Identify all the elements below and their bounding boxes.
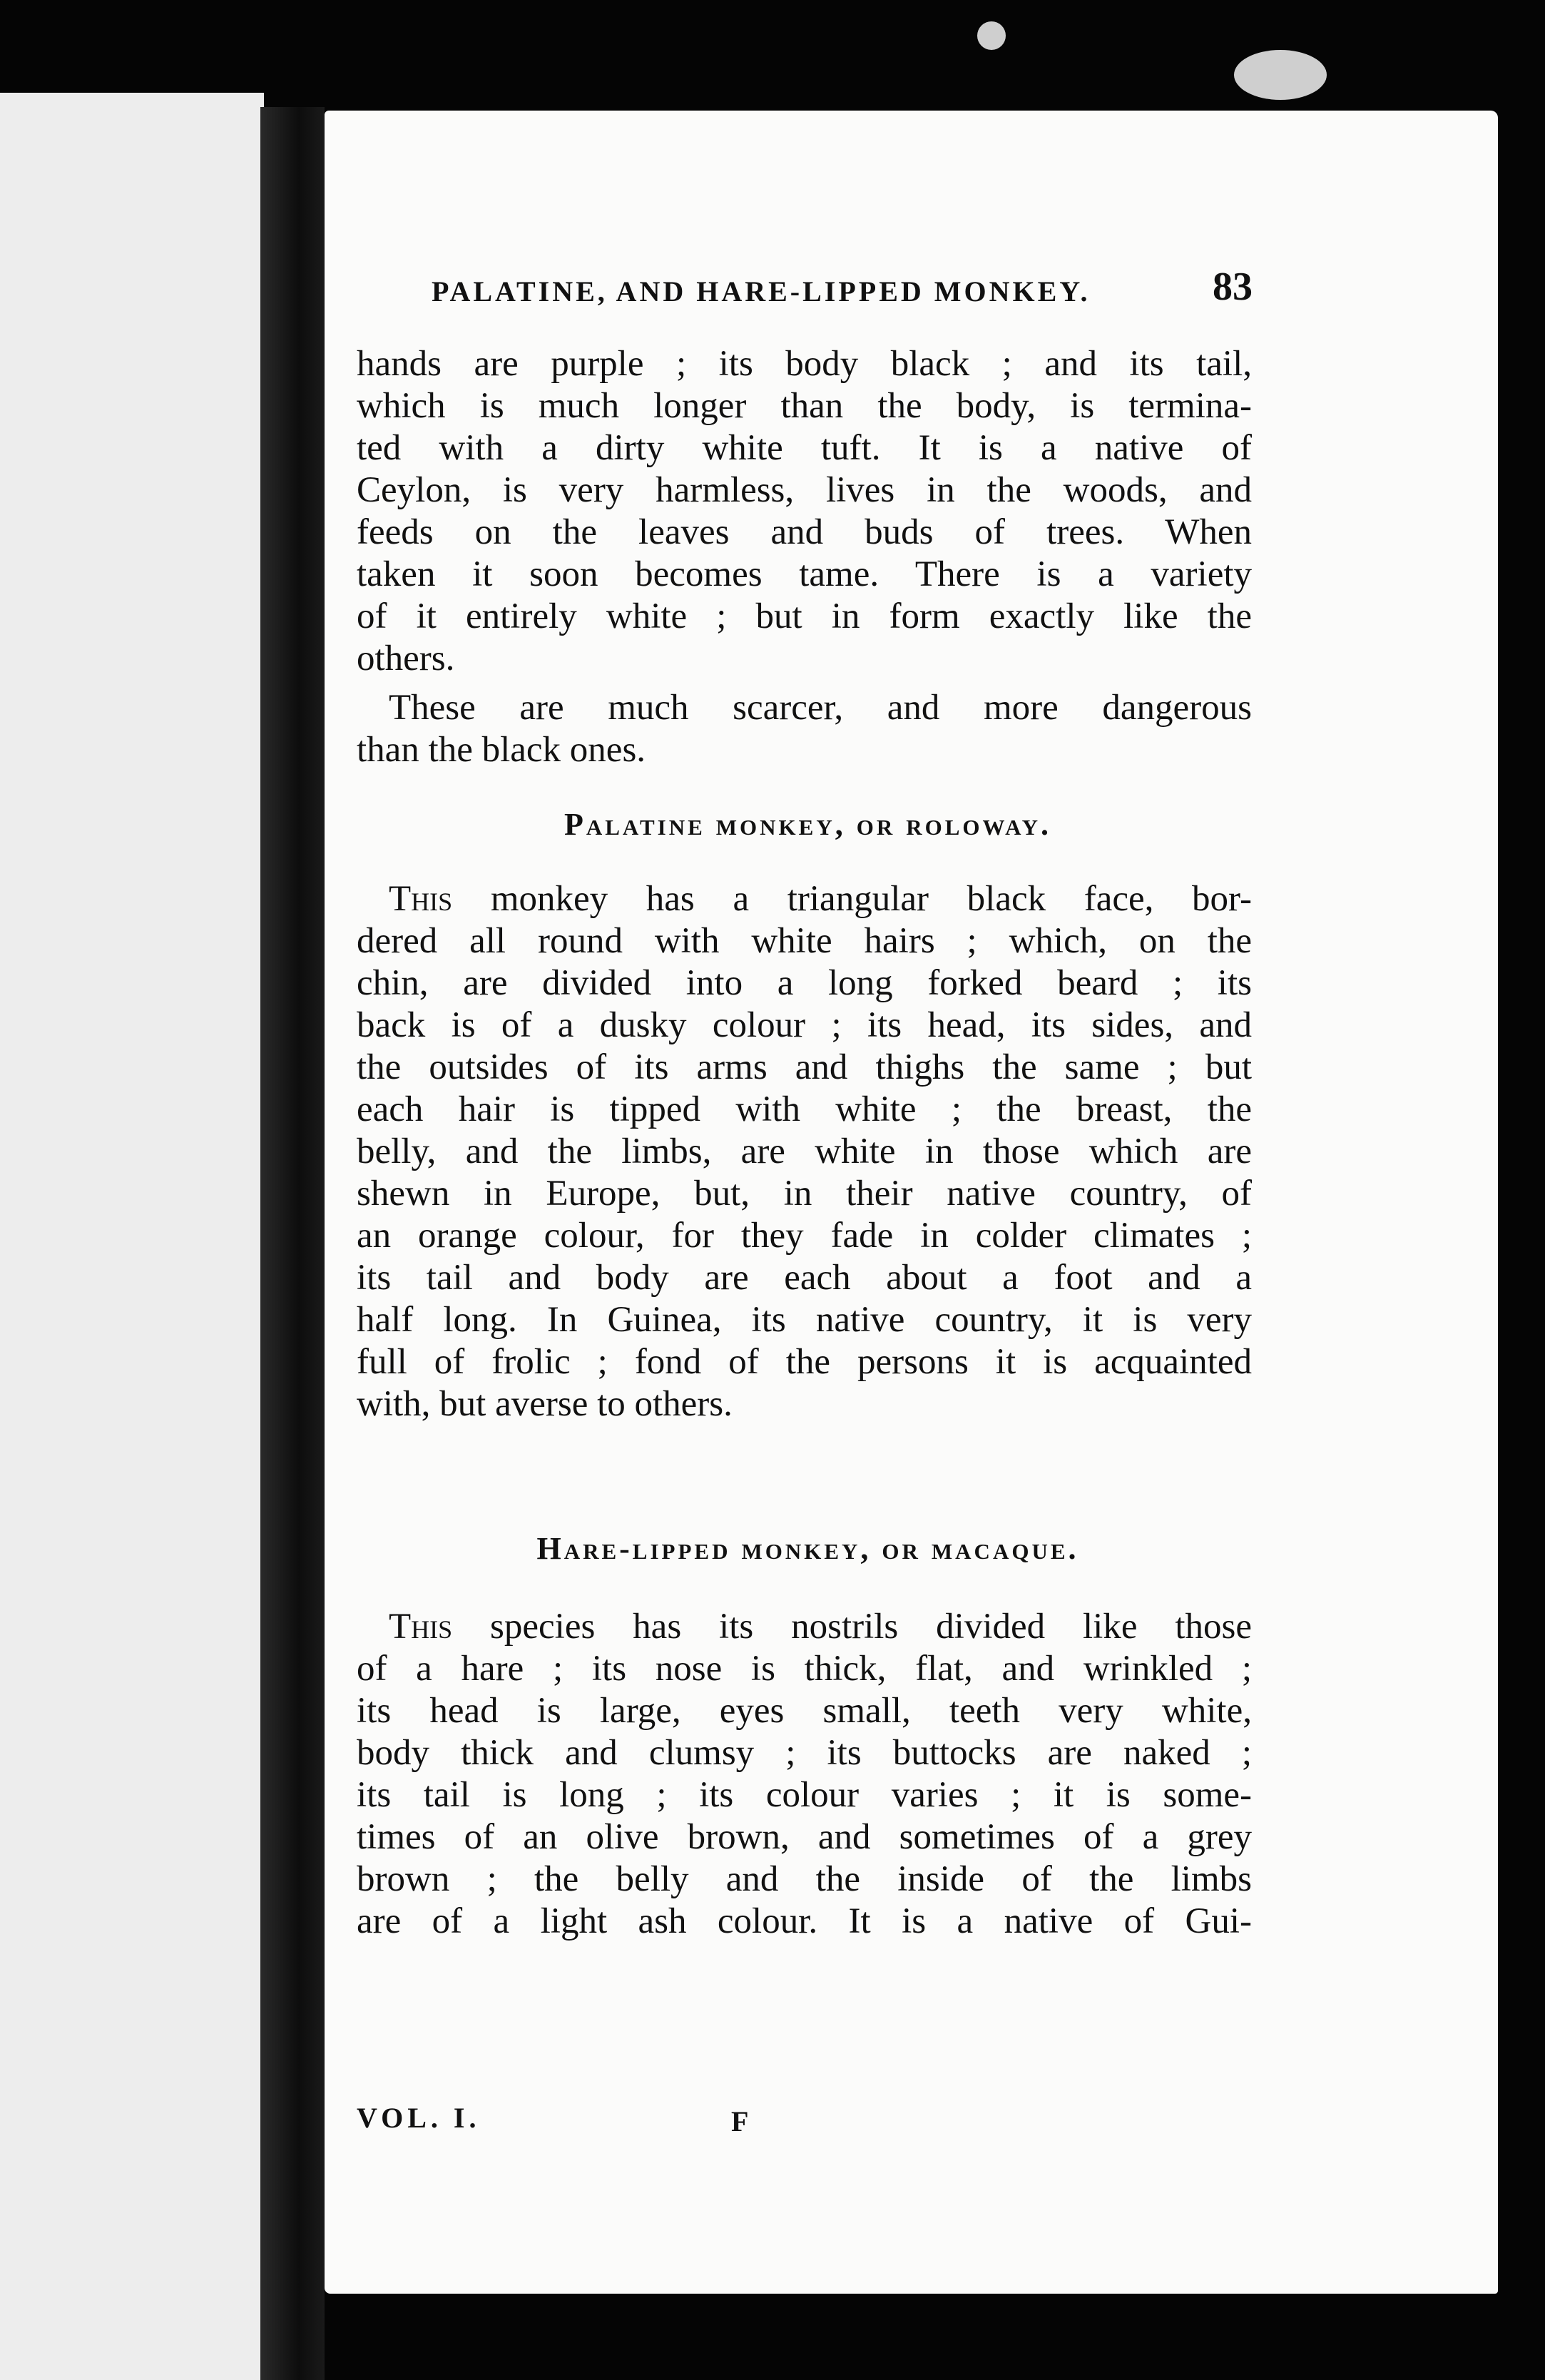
text-line: its tail and body are each about a foot and a bbox=[357, 1258, 1252, 1298]
line-rest: species has its nostrils divided like those bbox=[452, 1607, 1252, 1647]
text-line bbox=[389, 881, 1252, 917]
text-line: taken it soon becomes tame. There is a variety bbox=[357, 554, 1252, 594]
text-line: its tail is long ; its colour varies ; it is some- bbox=[357, 1775, 1252, 1815]
text-line: times of an olive brown, and sometimes of a grey bbox=[357, 1817, 1252, 1857]
text-line: of a hare ; its nose is thick, flat, and wrinkled ; bbox=[357, 1649, 1252, 1689]
book-page bbox=[325, 111, 1498, 2294]
text-line: the outsides of its arms and thighs the same ; but bbox=[357, 1047, 1252, 1087]
lead-word: This bbox=[389, 1607, 453, 1647]
text-line: full of frolic ; fond of the persons it is acquainted bbox=[357, 1342, 1252, 1382]
line-rest: monkey has a triangular black face, bor- bbox=[452, 879, 1252, 919]
text-line: brown ; the belly and the inside of the limbs bbox=[357, 1859, 1252, 1899]
footer-signature-mark: F bbox=[731, 2105, 749, 2137]
text-line: hands are purple ; its body black ; and its tail, bbox=[357, 344, 1252, 384]
text-line: ted with a dirty white tuft. It is a native of bbox=[357, 428, 1252, 468]
text-line: belly, and the limbs, are white in those which are bbox=[357, 1131, 1252, 1171]
text-line: chin, are divided into a long forked beard ; its bbox=[357, 963, 1252, 1003]
text-line: Ceylon, is very harmless, lives in the woods, and bbox=[357, 470, 1252, 510]
text-line: feeds on the leaves and buds of trees. When bbox=[357, 512, 1252, 552]
text-line: are of a light ash colour. It is a native of Gui- bbox=[357, 1901, 1252, 1941]
text-line bbox=[389, 1609, 1252, 1645]
section-heading-palatine: Palatine monkey, or roloway. bbox=[564, 807, 1052, 842]
lead-word: This bbox=[389, 879, 453, 919]
text-line: half long. In Guinea, its native country, it is very bbox=[357, 1300, 1252, 1340]
section-heading-hare-lipped: Hare-lipped monkey, or macaque. bbox=[536, 1531, 1079, 1566]
text-line: an orange colour, for they fade in colder climates ; bbox=[357, 1216, 1252, 1256]
text-line: others. bbox=[357, 639, 455, 678]
text-line: than the black ones. bbox=[357, 730, 646, 770]
text-line: back is of a dusky colour ; its head, its sides, and bbox=[357, 1005, 1252, 1045]
page-number: 83 bbox=[1213, 265, 1253, 309]
footer-volume: VOL. I. bbox=[357, 2102, 481, 2134]
running-head bbox=[432, 275, 1252, 308]
book-spine-shadow bbox=[260, 107, 325, 2380]
ink-blot-top-right bbox=[1234, 50, 1327, 100]
text-line: each hair is tipped with white ; the breast, the bbox=[357, 1089, 1252, 1129]
text-line: of it entirely white ; but in form exactly like the bbox=[357, 596, 1252, 636]
text-line: body thick and clumsy ; its buttocks are naked ; bbox=[357, 1733, 1252, 1773]
text-line: its head is large, eyes small, teeth very white, bbox=[357, 1691, 1252, 1731]
text-line: dered all round with white hairs ; which, on the bbox=[357, 921, 1252, 961]
text-line: with, but averse to others. bbox=[357, 1384, 733, 1424]
ink-blot-top bbox=[977, 21, 1006, 50]
text-line: which is much longer than the body, is termina- bbox=[357, 386, 1252, 426]
text-line: shewn in Europe, but, in their native country, of bbox=[357, 1174, 1252, 1214]
running-head-title: PALATINE, AND HARE-LIPPED MONKEY. bbox=[432, 275, 1091, 307]
previous-page-edge bbox=[0, 93, 264, 2380]
text-line: These are much scarcer, and more dangerous bbox=[389, 688, 1252, 728]
